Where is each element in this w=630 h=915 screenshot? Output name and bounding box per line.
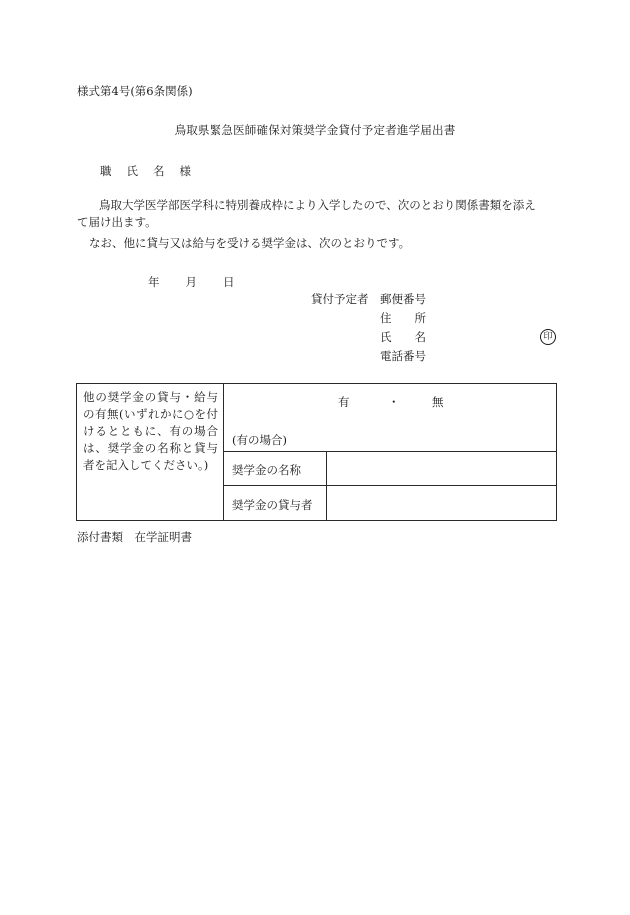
scholarship-name-field[interactable] <box>327 452 556 486</box>
lender-label: 奨学金の貸与者 <box>224 486 327 520</box>
phone-label: 電話番号 <box>380 349 426 363</box>
option-no[interactable]: 無 <box>432 395 444 409</box>
form-number: 様式第4号(第6条関係) <box>77 84 193 98</box>
date-day: 日 <box>223 275 235 289</box>
name-label: 氏 名 <box>380 330 426 344</box>
yes-no-cell <box>224 384 556 452</box>
lender-field[interactable] <box>327 486 556 520</box>
applicant-label: 貸付予定者 <box>311 292 369 306</box>
body-paragraph-1-line-2: て届け出ます。 <box>77 215 157 229</box>
scholarship-table <box>76 383 557 521</box>
addressee <box>100 166 192 178</box>
postal-code-label: 郵便番号 <box>380 292 426 306</box>
date-line <box>148 277 235 289</box>
body-paragraph-1 <box>77 197 559 231</box>
addressee-part-4: 様 <box>179 164 192 178</box>
option-separator: ・ <box>388 395 400 409</box>
document-title: 鳥取県緊急医師確保対策奨学金貸付予定者進学届出書 <box>174 123 456 137</box>
scholarship-name-label: 奨学金の名称 <box>224 452 327 486</box>
if-yes-label: (有の場合) <box>232 433 287 447</box>
addressee-part-2: 氏 <box>126 164 139 178</box>
body-paragraph-2: なお、他に貸与又は給与を受ける奨学金は、次のとおりです。 <box>89 236 411 250</box>
addressee-part-3: 名 <box>153 164 166 178</box>
address-label: 住 所 <box>380 311 426 325</box>
seal-mark: 印 <box>540 329 556 345</box>
body-paragraph-1-line-1: 鳥取大学医学部医学科に特別養成枠により入学したので、次のとおり関係書類を添え <box>99 198 536 212</box>
attachments-line: 添付書類 在学証明書 <box>77 530 192 544</box>
other-scholarship-label: 他の奨学金の貸与・給与の有無(いずれかに○を付けるとともに、有の場合は、奨学金の名称と貸与者を記入してください。) <box>77 384 224 520</box>
date-year: 年 <box>148 275 160 289</box>
addressee-part-1: 職 <box>100 164 113 178</box>
option-yes[interactable]: 有 <box>338 395 350 409</box>
date-month: 月 <box>185 275 197 289</box>
